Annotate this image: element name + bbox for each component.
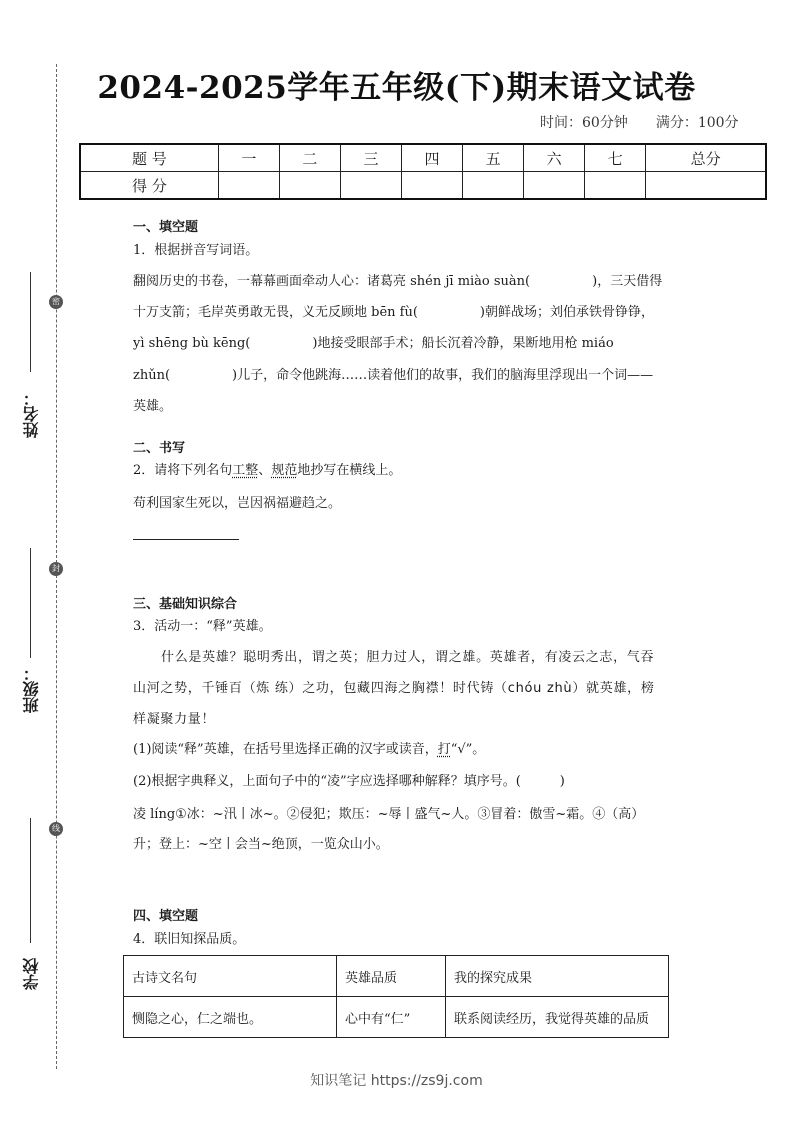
exam-meta (540, 112, 739, 132)
inquiry-table-header (124, 956, 669, 997)
class-label: 班级： (22, 665, 41, 713)
score-cell: 三 (340, 144, 401, 172)
q1-line-5: 英雄。 (133, 399, 173, 414)
score-cell: 七 (585, 144, 646, 172)
q2-text: 地抄写在横线上。 (297, 463, 402, 478)
q3-passage: 什么是英雄？聪明秀出，谓之英；胆力过人，谓之雄。英雄者，有凌云之志，气吞山河之势，千锤百（炼 练）之功，包藏四海之胸襟！时代铸（chóu zhù）就英雄，榜样凝聚力量！ (133, 650, 655, 727)
class-write-line[interactable] (30, 548, 31, 658)
seal-mark-mi: 密 (49, 295, 63, 309)
footer-watermark: 知识笔记 https://zs9j.com (310, 1073, 483, 1089)
q1-text: 十万支箭；毛岸英勇敢无畏，义无反顾地 bēn fù( (133, 305, 418, 320)
school-label: 学校 (22, 958, 41, 990)
q1-line-2 (133, 303, 654, 323)
q1-text: )地接受眼部手术；船长沉着冷静，果断地用枪 miáo (312, 336, 614, 351)
q3-sub-1 (133, 740, 485, 760)
score-table-score-row (80, 172, 766, 200)
score-input-cell[interactable] (340, 172, 401, 200)
q1-line-4 (133, 366, 653, 386)
score-cell: 题 号 (80, 144, 218, 172)
inquiry-header-cell: 英雄品质 (337, 956, 446, 997)
score-input-cell[interactable] (218, 172, 279, 200)
score-input-cell[interactable] (279, 172, 340, 200)
q1-text: )，三天借得 (592, 274, 663, 289)
q1-text: )儿子，命令他跳海……读着他们的故事，我们的脑海里浮现出一个词—— (232, 368, 654, 383)
inquiry-header-cell: 古诗文名句 (124, 956, 337, 997)
q2-answer-line[interactable] (133, 539, 239, 540)
section4-heading: 四、填空题 (133, 909, 199, 924)
inquiry-cell[interactable]: 联系阅读经历，我觉得英雄的品质 (446, 997, 669, 1038)
q2-emphasis: 规范 (271, 463, 298, 478)
score-input-cell[interactable] (646, 172, 766, 200)
q2-text: 、 (258, 463, 272, 478)
q3-definition-2: 升；登上：~空丨会当~绝顶，一览众山小。 (133, 837, 389, 852)
seal-mark-feng: 封 (49, 562, 63, 576)
q2-text: 2．请将下列名句 (133, 463, 233, 478)
section1-heading: 一、填空题 (133, 220, 199, 235)
score-cell: 总分 (646, 144, 766, 172)
score-cell: 五 (463, 144, 524, 172)
score-input-cell[interactable] (463, 172, 524, 200)
q2-emphasis: 工整 (232, 463, 259, 478)
q1-text: yì shēng bù kēng( (133, 336, 251, 351)
inquiry-table (123, 955, 669, 1038)
score-input-cell[interactable] (402, 172, 463, 200)
section3-heading: 三、基础知识综合 (133, 597, 238, 612)
name-label: 姓名： (22, 390, 41, 438)
q1-text: zhǔn( (133, 368, 171, 383)
page-title: 2024-2025学年五年级(下)期末语文试卷 (97, 70, 696, 106)
score-table (79, 143, 767, 200)
seal-mark-xian: 线 (49, 822, 63, 836)
score-cell: 六 (524, 144, 585, 172)
q1-line-1 (133, 272, 662, 292)
inquiry-header-cell: 我的探究成果 (446, 956, 669, 997)
school-write-line[interactable] (30, 818, 31, 943)
question-3: 3．活动一：“释”英雄。 (133, 619, 272, 634)
score-input-cell[interactable] (524, 172, 585, 200)
score-table-header-row (80, 144, 766, 172)
q1-text: )朝鲜战场；刘伯承铁骨铮铮， (479, 305, 654, 320)
inquiry-table-row (124, 997, 669, 1038)
score-row-label: 得 分 (80, 172, 218, 200)
q3-sub1-text: “√”。 (450, 742, 486, 757)
name-write-line[interactable] (30, 272, 31, 372)
section2-heading: 二、书写 (133, 441, 186, 456)
inquiry-cell: 恻隐之心，仁之端也。 (124, 997, 337, 1038)
score-cell: 四 (402, 144, 463, 172)
full-score-label: 满分：100分 (655, 115, 739, 131)
q3-definition-1: 凌 líng①冰：~汛丨冰~。②侵犯；欺压：~辱丨盛气~人。③冒着：傲雪~霜。④（高） (133, 807, 645, 822)
q3-sub-2: (2)根据字典释义，上面句子中的“凌”字应选择哪种解释？填序号。( ) (133, 774, 565, 789)
q3-sub1-text: (1)阅读“释”英雄，在括号里选择正确的汉字或读音， (133, 742, 438, 757)
question-2 (133, 461, 401, 481)
q3-sub1-emphasis: 打 (437, 742, 451, 757)
score-input-cell[interactable] (585, 172, 646, 200)
inquiry-cell: 心中有“仁” (337, 997, 446, 1038)
q1-line-3 (133, 334, 614, 354)
question-4: 4．联旧知探品质。 (133, 932, 246, 947)
question-1: 1．根据拼音写词语。 (133, 243, 259, 258)
time-label: 时间：60分钟 (540, 115, 628, 131)
q2-quote: 苟利国家生死以，岂因祸福避趋之。 (133, 496, 342, 511)
q1-text: 翻阅历史的书卷，一幕幕画面牵动人心：诸葛亮 shén jī miào suàn( (133, 274, 531, 289)
score-cell: 一 (218, 144, 279, 172)
score-cell: 二 (279, 144, 340, 172)
